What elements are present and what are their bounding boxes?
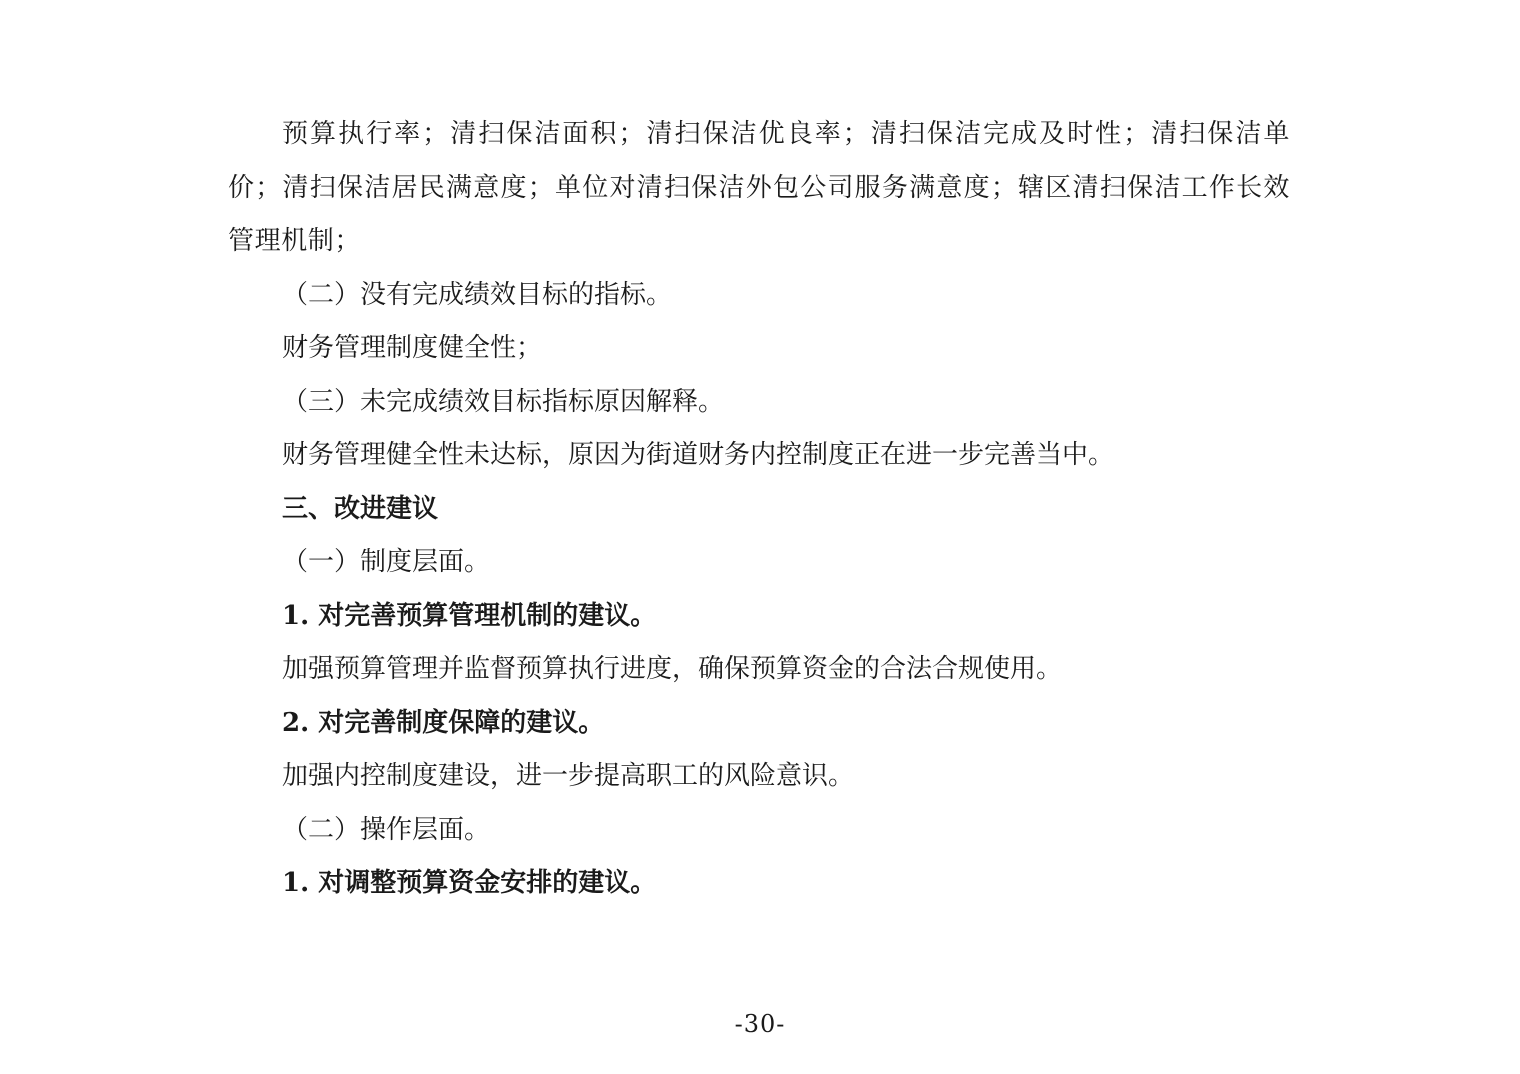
section-heading-improvement: 三、改进建议	[282, 493, 439, 524]
paragraph-reason-heading: （三）未完成绩效目标指标原因解释。	[282, 386, 725, 417]
subheading-budget-adjustment: 1. 对调整预算资金安排的建议。	[282, 868, 657, 898]
paragraph-budget-mechanism: 加强预算管理并监督预算执行进度，确保预算资金的合法合规使用。	[282, 654, 1063, 684]
paragraph-system-guarantee: 加强内控制度建设，进一步提高职工的风险意识。	[282, 761, 855, 791]
paragraph-system-level-heading: （一）制度层面。	[282, 547, 491, 577]
page-number: -30-	[734, 1010, 786, 1038]
paragraph-indicators-list: 预算执行率；清扫保洁面积；清扫保洁优良率；清扫保洁完成及时性；清扫保洁单价；清扫保洁居民满意度；单位对清扫保洁外包公司服务满意度；辖区清扫保洁工作长效管理机制；	[228, 119, 1290, 256]
document-body	[228, 108, 1290, 911]
paragraph-unfinished-indicators-heading: （二）没有完成绩效目标的指标。	[282, 279, 673, 310]
subheading-budget-mechanism: 1. 对完善预算管理机制的建议。	[282, 600, 657, 631]
paragraph-operation-level-heading: （二）操作层面。	[282, 814, 491, 845]
subheading-system-guarantee: 2. 对完善制度保障的建议。	[282, 707, 605, 738]
paragraph-unfinished-indicators: 财务管理制度健全性；	[282, 333, 543, 363]
paragraph-reason: 财务管理健全性未达标，原因为街道财务内控制度正在进一步完善当中。	[282, 440, 1115, 470]
